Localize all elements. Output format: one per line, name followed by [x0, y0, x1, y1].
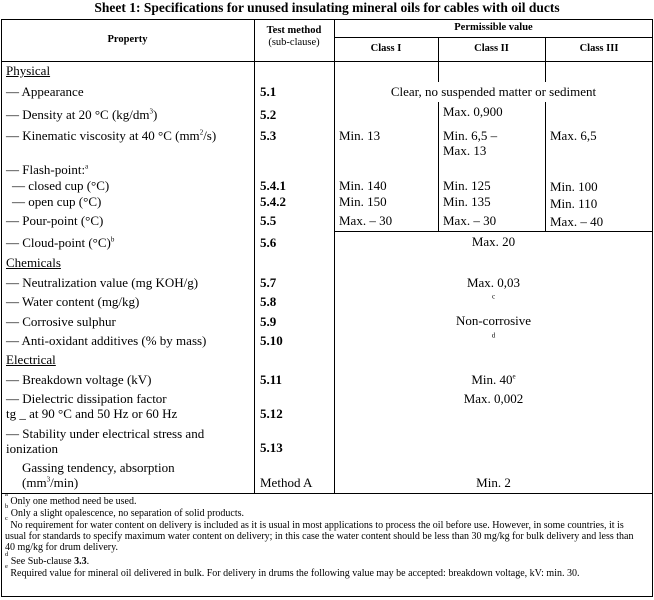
- property-neutralization: — Neutralization value (mg KOH/g): [6, 275, 199, 290]
- property-density: — Density at 20 °C $(kg/dm^3)$: [6, 107, 158, 122]
- property-corrosive-sulphur: — Corrosive sulphur: [6, 314, 116, 329]
- footnote-d: $^d$ See Sub-clause 3.3.: [5, 551, 90, 567]
- value-closed-cup-class3: Min. 100: [550, 179, 598, 194]
- property-pour-point: — Pour-point (°C): [6, 213, 104, 228]
- header-class-3: Class III: [579, 43, 619, 54]
- value-viscosity-class2b: Max. 13: [443, 143, 487, 158]
- footnote-e: $^e$ Required value for mineral oil delivered in bulk. For delivery in drums the following value may be accepted: breakdown voltage, kV: min. 30.: [5, 563, 580, 579]
- property-flash-point: — Flash-point:$^a$: [6, 162, 89, 177]
- property-closed-cup: — closed cup (°C): [12, 178, 110, 193]
- value-open-cup-class1: Min. 150: [339, 194, 387, 209]
- section-physical: Physical: [6, 63, 51, 78]
- method-closed-cup: 5.4.1: [260, 178, 286, 193]
- property-dissipation-line1: — Dielectric dissipation factor: [6, 391, 167, 406]
- header-permissible-value: Permissible value: [454, 22, 533, 33]
- property-breakdown-voltage: — Breakdown voltage (kV): [6, 372, 152, 387]
- value-dissipation: Max. 0,002: [463, 391, 524, 406]
- header-test-method: Test method: [266, 25, 322, 36]
- value-closed-cup-class1: Min. 140: [339, 178, 387, 193]
- header-class-2: Class II: [474, 43, 509, 54]
- value-neutralization: Max. 0,03: [466, 275, 521, 290]
- sheet-title: Sheet 1: Specifications for unused insulating mineral oils for cables with oil ducts: [94, 0, 560, 15]
- method-gassing: Method A: [260, 475, 313, 490]
- value-closed-cup-class2: Min. 125: [443, 178, 491, 193]
- property-cloud-point: — Cloud-point $(^\circ C)^b$: [6, 235, 115, 250]
- value-viscosity-class3: Max. 6,5: [550, 128, 597, 143]
- value-open-cup-class2: Min. 135: [443, 194, 491, 209]
- class2-mid-divider: [545, 102, 546, 232]
- value-cloud-point: Max. 20: [471, 234, 516, 249]
- footnote-c: $^c$ No requirement for water content on delivery is included as it is usual in most applications to process the oil before use. However, in some countries, it is usual for standards to specify maximum water content on delivery; in this case the water content should be less than 30 mg/kg for bulk delivery and less than 40 mg/kg for drum delivery.: [5, 515, 634, 553]
- property-water-content: — Water content (mg/kg): [6, 294, 140, 309]
- value-corrosive-sulphur: Non-corrosive: [455, 313, 532, 328]
- value-water-content: c: [491, 292, 496, 301]
- value-breakdown-voltage: Min. 40e: [471, 372, 516, 387]
- method-neutralization: 5.7: [260, 275, 277, 290]
- value-open-cup-class3: Min. 110: [550, 196, 598, 211]
- header-class-1: Class I: [370, 43, 402, 54]
- footnote-b: $^b$ Only a slight opalescence, no separation of solid products.: [5, 503, 245, 519]
- header-property: Property: [107, 34, 148, 45]
- property-viscosity: — Kinematic viscosity at 40 °C $(mm^2/s)$: [6, 128, 217, 143]
- value-pour-point-class1: Max. – 30: [339, 213, 393, 228]
- section-chemicals: Chemicals: [6, 255, 61, 270]
- method-water-content: 5.8: [260, 294, 277, 309]
- value-pour-point-class3: Max. – 40: [550, 214, 604, 229]
- method-open-cup: 5.4.2: [260, 194, 286, 209]
- method-dissipation: 5.12: [260, 406, 283, 421]
- property-anti-oxidant: — Anti-oxidant additives (% by mass): [6, 333, 207, 348]
- class1-mid-divider: [438, 102, 439, 232]
- property-appearance: — Appearance: [6, 84, 84, 99]
- method-appearance: 5.1: [260, 84, 277, 99]
- header-rule: [334, 37, 653, 38]
- method-density: 5.2: [260, 107, 277, 122]
- value-anti-oxidant: d: [491, 331, 496, 340]
- section-electrical: Electrical: [6, 352, 56, 367]
- property-stability-line2: ionization: [6, 441, 58, 456]
- property-dissipation-line2: tg _ at 90 °C and 50 Hz or 60 Hz: [6, 406, 178, 421]
- value-viscosity-class1: Min. 13: [339, 128, 381, 143]
- value-density-class2: Max. 0,900: [443, 104, 503, 119]
- header-bottom-rule: [1, 61, 653, 62]
- value-appearance: Clear, no suspended matter or sediment: [390, 84, 597, 99]
- footnote-rule: [1, 493, 653, 494]
- value-gassing: Min. 2: [476, 475, 511, 490]
- property-gassing-line2: $(mm^3/\min)$: [22, 475, 79, 490]
- value-pour-point-class2: Max. – 30: [443, 213, 497, 228]
- method-corrosive-sulphur: 5.9: [260, 314, 277, 329]
- footnote-a: $^a$ Only one method need be used.: [5, 491, 137, 507]
- method-anti-oxidant: 5.10: [260, 333, 283, 348]
- property-open-cup: — open cup (°C): [12, 194, 102, 209]
- method-breakdown-voltage: 5.11: [260, 372, 283, 387]
- property-stability-line1: — Stability under electrical stress and: [6, 426, 205, 441]
- value-viscosity-class2a: Min. 6,5 –: [443, 128, 498, 143]
- class-rows-rule: [334, 231, 653, 232]
- method-viscosity: 5.3: [260, 128, 277, 143]
- method-stability: 5.13: [260, 440, 283, 455]
- property-column-divider: [254, 19, 255, 494]
- header-sub-clause: (sub-clause): [268, 37, 320, 48]
- method-cloud-point: 5.6: [260, 235, 277, 250]
- method-pour-point: 5.5: [260, 213, 277, 228]
- property-gassing-line1: Gassing tendency, absorption: [22, 460, 175, 475]
